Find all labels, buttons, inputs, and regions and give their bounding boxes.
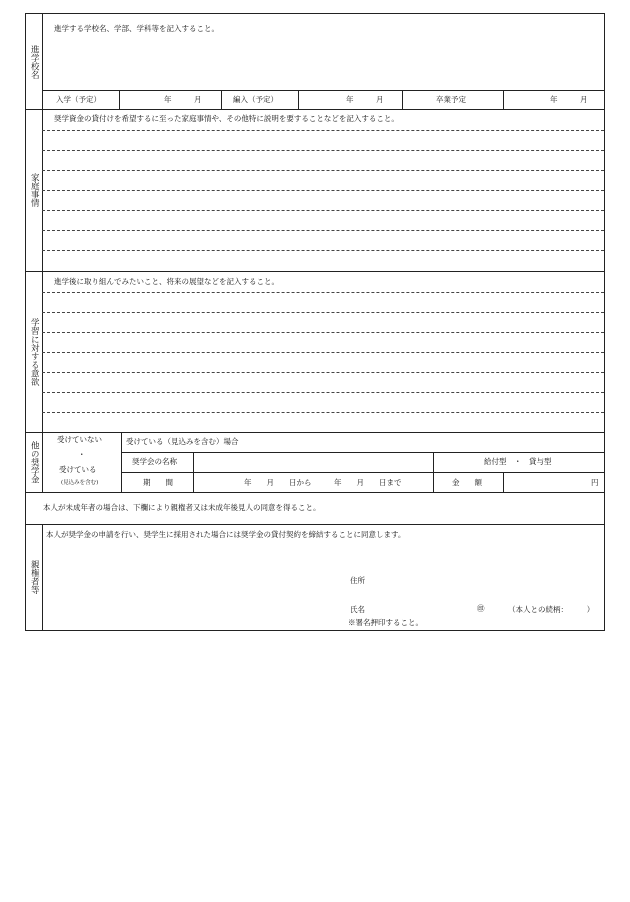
guardian-address-label: 住所	[350, 576, 365, 585]
amount-field[interactable]	[504, 473, 586, 491]
school-label-cell	[26, 14, 42, 109]
received-option[interactable]: 受けている	[59, 465, 97, 474]
minor-note: 本人が未成年者の場合は、下欄により親権者又は未成年後見人の同意を得ること。	[43, 503, 321, 512]
amount-label: 金 額	[452, 478, 482, 487]
amount-yen: 円	[591, 478, 599, 487]
application-form	[25, 13, 605, 631]
sign-note: ※署名押印すること。	[348, 618, 423, 627]
enroll-date-field[interactable]: 年 月	[164, 95, 202, 104]
family-label-cell	[26, 109, 42, 271]
not-received-option[interactable]: 受けていない	[57, 435, 102, 444]
school-name-field[interactable]	[43, 36, 603, 89]
received-case-header: 受けている（見込みを含む）場合	[126, 437, 239, 446]
period-label: 期 間	[143, 478, 173, 487]
family-text-area[interactable]	[43, 130, 603, 270]
guardian-name-field[interactable]	[370, 601, 470, 617]
transfer-date-field[interactable]: 年 月	[346, 95, 384, 104]
family-instruction: 奨学資金の貸付けを希望するに至った家庭事情や、その他特に説明を要することなどを記入すること。	[54, 114, 399, 123]
motivation-label-cell	[26, 271, 42, 432]
enroll-label: 入学（予定）	[56, 95, 101, 104]
type-choice[interactable]: 給付型 ・ 貸与型	[484, 457, 552, 466]
graduate-label: 卒業予定	[436, 95, 466, 104]
guardian-label-cell	[26, 524, 42, 630]
motivation-instruction: 進学後に取り組んでみたいこと、将来の展望などを記入すること。	[54, 277, 279, 286]
guardian-address-field[interactable]	[370, 572, 602, 588]
period-range-field[interactable]: 年 月 日から 年 月 日まで	[244, 478, 402, 487]
received-option-note: (見込みを含む)	[61, 480, 99, 486]
motivation-label: 学習に対する意欲	[29, 317, 40, 386]
graduate-date-field[interactable]: 年 月	[550, 95, 588, 104]
school-instruction: 進学する学校名、学部、学科等を記入すること。	[54, 24, 219, 33]
relation-field[interactable]: （本人との続柄： ）	[508, 605, 595, 614]
family-label: 家庭事情	[29, 173, 40, 207]
transfer-label: 編入（予定）	[233, 95, 278, 104]
motivation-text-area[interactable]	[43, 292, 603, 431]
org-name-label: 奨学会の名称	[132, 457, 177, 466]
seal-mark: ㊞	[477, 604, 485, 613]
guardian-label: 親権者等	[29, 560, 40, 594]
other-label: 他の奨学金	[29, 440, 40, 484]
guardian-consent: 本人が奨学金の申請を行い、奨学生に採用された場合には奨学金の貸付契約を締結することに同意します。	[46, 530, 406, 539]
option-separator: ・	[78, 450, 86, 459]
guardian-name-label: 氏名	[350, 605, 365, 614]
other-label-cell	[26, 432, 42, 492]
school-label: 進学校名	[29, 44, 40, 79]
org-name-field[interactable]	[194, 453, 432, 471]
